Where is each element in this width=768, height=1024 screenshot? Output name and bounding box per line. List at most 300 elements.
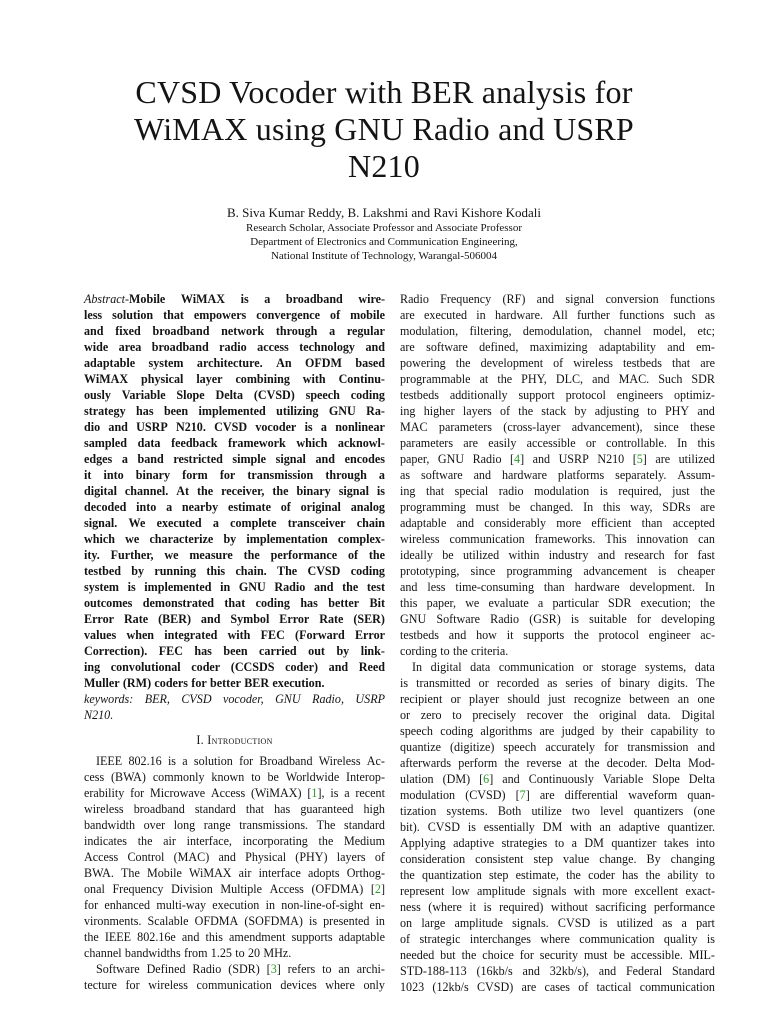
word: [2] <box>370 882 385 896</box>
word: tization <box>400 804 437 818</box>
word: hardware <box>501 468 547 482</box>
text-line <box>400 883 715 899</box>
word: 802.16 <box>128 754 162 768</box>
word: considerably <box>484 516 547 530</box>
word: excellent <box>634 884 679 898</box>
word: of <box>330 308 341 322</box>
word: air <box>238 866 252 880</box>
word: as <box>662 916 673 930</box>
word: Software <box>96 962 140 976</box>
text-line <box>84 371 385 387</box>
text-line <box>84 515 385 531</box>
text-line <box>84 977 385 993</box>
word: GNU <box>437 452 465 466</box>
word: recorded <box>496 676 540 690</box>
word: utilizing <box>276 404 319 418</box>
word: acknowl- <box>337 436 385 450</box>
word: to <box>705 868 715 882</box>
word: evaluate <box>488 596 529 610</box>
word: CVSD <box>214 420 248 434</box>
word: BER <box>244 676 270 690</box>
word: particular <box>552 596 599 610</box>
word: Applying <box>400 836 446 850</box>
text-line <box>84 531 385 547</box>
word: modulation <box>400 788 456 802</box>
word: communication <box>196 978 272 992</box>
word: communication <box>579 932 655 946</box>
word: is <box>376 484 385 498</box>
word: access <box>257 340 289 354</box>
word: at <box>568 756 578 770</box>
text-line <box>400 835 715 851</box>
word: STD-188-113 <box>400 964 467 978</box>
word: [1], <box>307 786 325 800</box>
word: waveform <box>628 788 678 802</box>
word: how <box>476 628 497 642</box>
word: DM <box>542 820 563 834</box>
word: Variable <box>121 388 166 402</box>
word: the <box>243 548 260 562</box>
word: is <box>330 786 339 800</box>
text-line <box>84 339 385 355</box>
word: changed. <box>530 500 574 514</box>
word: and <box>598 964 617 978</box>
word: the <box>455 356 471 370</box>
affiliation-line: Department of Electronics and Communication Engineering, <box>250 235 518 248</box>
word: PHY, <box>521 372 547 386</box>
word: Radio <box>192 962 222 976</box>
word: quantize <box>400 740 441 754</box>
word: chain. <box>235 564 267 578</box>
word: of <box>499 404 511 418</box>
word: GNU <box>400 612 427 626</box>
title-line: WiMAX using GNU Radio and USRP <box>134 111 634 147</box>
word: amplitude <box>477 884 526 898</box>
citation-link[interactable]: 6 <box>483 772 490 786</box>
word: this <box>400 596 418 610</box>
word: layers <box>336 850 366 864</box>
word: utilize <box>531 804 562 818</box>
word: transmission <box>247 468 314 482</box>
word: ing <box>84 660 101 674</box>
word: part <box>696 916 715 930</box>
word: demonstrated <box>142 596 214 610</box>
word: sacrificing <box>595 900 647 914</box>
word: implemented <box>144 580 212 594</box>
word: be <box>508 500 521 514</box>
word: frameworks. <box>534 532 596 546</box>
word: recover <box>526 708 563 722</box>
word: OFDMA <box>194 914 239 928</box>
text-line <box>400 723 715 739</box>
text-line <box>84 913 385 929</box>
word: be <box>613 948 625 962</box>
word: CVSD <box>307 564 341 578</box>
word: complete <box>230 516 277 530</box>
word: for <box>191 676 207 690</box>
word: quan- <box>687 788 715 802</box>
word: a <box>320 420 327 434</box>
word: as <box>704 308 715 322</box>
word: binary <box>619 676 651 690</box>
authors-line: B. Siva Kumar Reddy, B. Lakshmi and Ravi Kishore Kodali <box>226 205 541 220</box>
word: is <box>570 612 579 626</box>
word: level <box>600 804 624 818</box>
text-line <box>84 499 385 515</box>
word: in <box>220 580 231 594</box>
word: modulation, <box>400 324 459 338</box>
word: or <box>478 676 489 690</box>
word: Muller <box>84 676 120 690</box>
word: and <box>108 420 128 434</box>
word: the <box>700 596 715 610</box>
word: speech <box>503 740 537 754</box>
word: controllable. <box>606 436 667 450</box>
text-line <box>400 467 715 483</box>
word: paper, <box>426 596 457 610</box>
word: [5] <box>632 452 647 466</box>
word: precisely <box>472 708 517 722</box>
word: ac- <box>700 628 715 642</box>
word: are <box>463 436 479 450</box>
word: just <box>672 484 690 498</box>
word: The <box>121 866 140 880</box>
word: enhanced <box>104 898 151 912</box>
word: (Forward <box>295 628 345 642</box>
word: Delta <box>688 772 715 786</box>
word: ing <box>400 404 416 418</box>
word: transmitted <box>416 676 471 690</box>
word: or <box>585 436 596 450</box>
word: more <box>602 884 628 898</box>
word: engineers <box>616 388 664 402</box>
word: characterize <box>149 532 214 546</box>
word: for <box>84 898 99 912</box>
word: are <box>700 500 715 514</box>
text-line <box>400 499 715 515</box>
word: functions <box>619 308 665 322</box>
word: quantizers <box>633 804 684 818</box>
word: All <box>552 308 568 322</box>
text-line <box>400 819 715 835</box>
word: (16kb/s <box>476 964 513 978</box>
right-column <box>400 291 715 995</box>
word: Further, <box>110 548 154 562</box>
word: is <box>240 292 249 306</box>
word: data <box>470 660 491 674</box>
word: it <box>469 900 477 914</box>
word: empowers <box>193 308 247 322</box>
word: are <box>700 356 715 370</box>
citation-link[interactable]: 5 <box>636 452 643 466</box>
word: Assum- <box>677 468 715 482</box>
word: the <box>497 372 513 386</box>
word: digital <box>84 484 117 498</box>
word: cess <box>84 770 105 784</box>
word: wireless <box>148 978 188 992</box>
word: ability <box>667 868 699 882</box>
word: In <box>704 580 715 594</box>
word: has <box>274 802 291 816</box>
word: essentially <box>483 820 535 834</box>
word: additionally <box>449 388 508 402</box>
text-line <box>400 515 715 531</box>
word: suitable <box>589 612 627 626</box>
word: adaptable <box>84 356 136 370</box>
word: system <box>84 580 119 594</box>
paper-title <box>80 74 688 185</box>
word: step <box>488 868 509 882</box>
word: Orthog- <box>346 866 385 880</box>
word: testbeds <box>400 388 439 402</box>
text-line <box>400 803 715 819</box>
word: strategy <box>84 404 126 418</box>
word: multi-way <box>156 898 207 912</box>
word: Physical <box>245 850 287 864</box>
word: and <box>365 340 385 354</box>
word: (RM) <box>122 676 152 690</box>
word: (cross-layer <box>503 420 561 434</box>
word: the <box>452 644 468 658</box>
citation-link[interactable]: 2 <box>374 882 381 896</box>
word: ulation <box>400 772 434 786</box>
text-line <box>84 547 385 563</box>
word: The <box>696 676 715 690</box>
citation-link[interactable]: 4 <box>514 452 521 466</box>
word: transmissions. <box>239 818 309 832</box>
word: sampled <box>84 436 128 450</box>
word: ness <box>400 900 421 914</box>
text-line <box>84 659 385 675</box>
word: Broadband <box>259 754 313 768</box>
word: that <box>224 596 246 610</box>
word: the <box>573 708 589 722</box>
word: Wireless <box>318 754 361 768</box>
text-line <box>84 897 385 913</box>
word: signals. <box>512 916 549 930</box>
word: into <box>696 836 715 850</box>
word: since <box>470 564 496 578</box>
word: framework <box>228 436 286 450</box>
word: link- <box>360 644 385 658</box>
word: Continuously <box>528 772 594 786</box>
word: coder) <box>285 660 319 674</box>
word: broadband <box>151 340 209 354</box>
word: of <box>280 500 291 514</box>
word: performance <box>653 900 715 914</box>
word: transmission <box>627 740 689 754</box>
word: CVSD) <box>476 980 514 994</box>
word: presented <box>323 914 370 928</box>
word: systems. <box>446 804 488 818</box>
word: platforms <box>557 468 605 482</box>
word: a <box>571 836 577 850</box>
word: hardware. <box>494 308 543 322</box>
word: out <box>308 644 325 658</box>
word: with <box>573 884 596 898</box>
word: CVSD <box>427 820 460 834</box>
word: Multiple <box>220 882 263 896</box>
word: bandwidth <box>84 818 136 832</box>
word: support <box>518 388 555 402</box>
word: to <box>440 644 450 658</box>
text-line <box>400 451 715 467</box>
word: paper, <box>400 452 430 466</box>
word: time-consuming <box>455 580 534 594</box>
word: PHY <box>664 404 690 418</box>
word: standard <box>194 802 236 816</box>
text-line <box>400 771 715 787</box>
word: signal. <box>84 516 118 530</box>
word: accessible <box>526 436 576 450</box>
word: Variable <box>602 772 644 786</box>
word: by <box>223 532 237 546</box>
text-line <box>84 611 385 627</box>
section-heading <box>84 732 385 748</box>
word: standard <box>344 818 385 832</box>
word: Mod- <box>688 756 715 770</box>
word: changing <box>670 852 715 866</box>
word: with <box>302 372 326 386</box>
word: their <box>621 724 644 738</box>
word: adaptive <box>453 836 495 850</box>
word: long <box>173 818 196 832</box>
word: Symbol <box>230 612 270 626</box>
word: for <box>125 978 140 992</box>
word: parameters <box>400 436 454 450</box>
word: the <box>518 404 534 418</box>
word: MIL- <box>688 948 715 962</box>
word: filtering, <box>469 324 512 338</box>
word: WiMAX <box>84 372 129 386</box>
word: execution <box>212 898 260 912</box>
word: supports <box>291 930 333 944</box>
word: performance <box>270 548 338 562</box>
word: is <box>304 420 313 434</box>
word: a <box>264 292 271 306</box>
word: GNU <box>328 404 356 418</box>
word: of <box>374 850 385 864</box>
word: implementation <box>246 532 328 546</box>
word: USRP <box>136 420 168 434</box>
word: adaptable <box>338 930 385 944</box>
word: the <box>584 756 600 770</box>
word: that <box>425 484 445 498</box>
word: we <box>164 548 179 562</box>
word: USRP <box>355 692 385 706</box>
word: a <box>212 516 219 530</box>
word: model, <box>652 324 687 338</box>
word: executed <box>156 516 202 530</box>
word: can <box>698 532 715 546</box>
word: bit). <box>400 820 420 834</box>
word: At <box>176 484 189 498</box>
text-line <box>400 675 715 691</box>
word: and <box>667 340 685 354</box>
word: Such <box>658 372 683 386</box>
word: has <box>622 868 639 882</box>
text-line <box>84 387 385 403</box>
word: ity. <box>84 548 100 562</box>
word: takes <box>663 836 689 850</box>
text-line <box>400 787 715 803</box>
word: a <box>329 324 336 338</box>
word: advancement <box>583 564 648 578</box>
text-line <box>400 755 715 771</box>
word: USRP <box>558 452 589 466</box>
word: OFDM <box>305 356 342 370</box>
word: into <box>103 468 124 482</box>
word: The <box>277 564 298 578</box>
word: Radio <box>472 452 502 466</box>
word: wide <box>84 340 109 354</box>
word: vocoder <box>255 420 297 434</box>
word: is <box>599 916 608 930</box>
word: an <box>338 962 350 976</box>
word: band <box>137 452 164 466</box>
word: ously <box>84 388 111 402</box>
word: which <box>84 532 115 546</box>
word: combining <box>235 372 290 386</box>
word: a <box>121 452 128 466</box>
word: implemented <box>198 404 266 418</box>
word: digits. <box>658 676 689 690</box>
word: in <box>265 898 275 912</box>
word: running <box>154 564 197 578</box>
word: where <box>325 978 355 992</box>
word: cording <box>400 644 437 658</box>
word: easily <box>488 436 517 450</box>
word: adjusting <box>594 404 640 418</box>
word: reverse <box>526 756 562 770</box>
citation-link[interactable]: 3 <box>270 962 277 976</box>
word: industry <box>548 548 589 562</box>
word: GNU <box>238 580 266 594</box>
word: and <box>456 516 475 530</box>
text-line <box>84 355 385 371</box>
word: and <box>502 772 520 786</box>
text-line <box>400 547 715 563</box>
text-line <box>400 851 715 867</box>
citation-link[interactable]: 1 <box>311 786 318 800</box>
word: amendment <box>229 930 286 944</box>
word: (PHY) <box>295 850 328 864</box>
word: a <box>182 754 188 768</box>
word: by <box>131 564 145 578</box>
word: amplitude <box>454 916 503 930</box>
word: protocol <box>565 388 606 402</box>
text-line <box>84 579 385 595</box>
word: recognize <box>573 692 621 706</box>
word: [7] <box>515 788 530 802</box>
word: through <box>275 324 318 338</box>
word: tactical <box>596 980 632 994</box>
word: a <box>378 468 385 482</box>
left-column <box>84 291 385 993</box>
text-line <box>400 307 715 323</box>
word: storage <box>601 660 637 674</box>
word: Radio <box>400 292 429 306</box>
word: are <box>400 308 415 322</box>
word: without <box>550 900 588 914</box>
text-line <box>84 785 385 801</box>
word: Access <box>210 786 246 800</box>
word: software <box>421 468 463 482</box>
word: prototyping, <box>400 564 460 578</box>
citation-link[interactable]: 7 <box>519 788 526 802</box>
word: (SER) <box>353 612 385 626</box>
text-line <box>84 451 385 467</box>
